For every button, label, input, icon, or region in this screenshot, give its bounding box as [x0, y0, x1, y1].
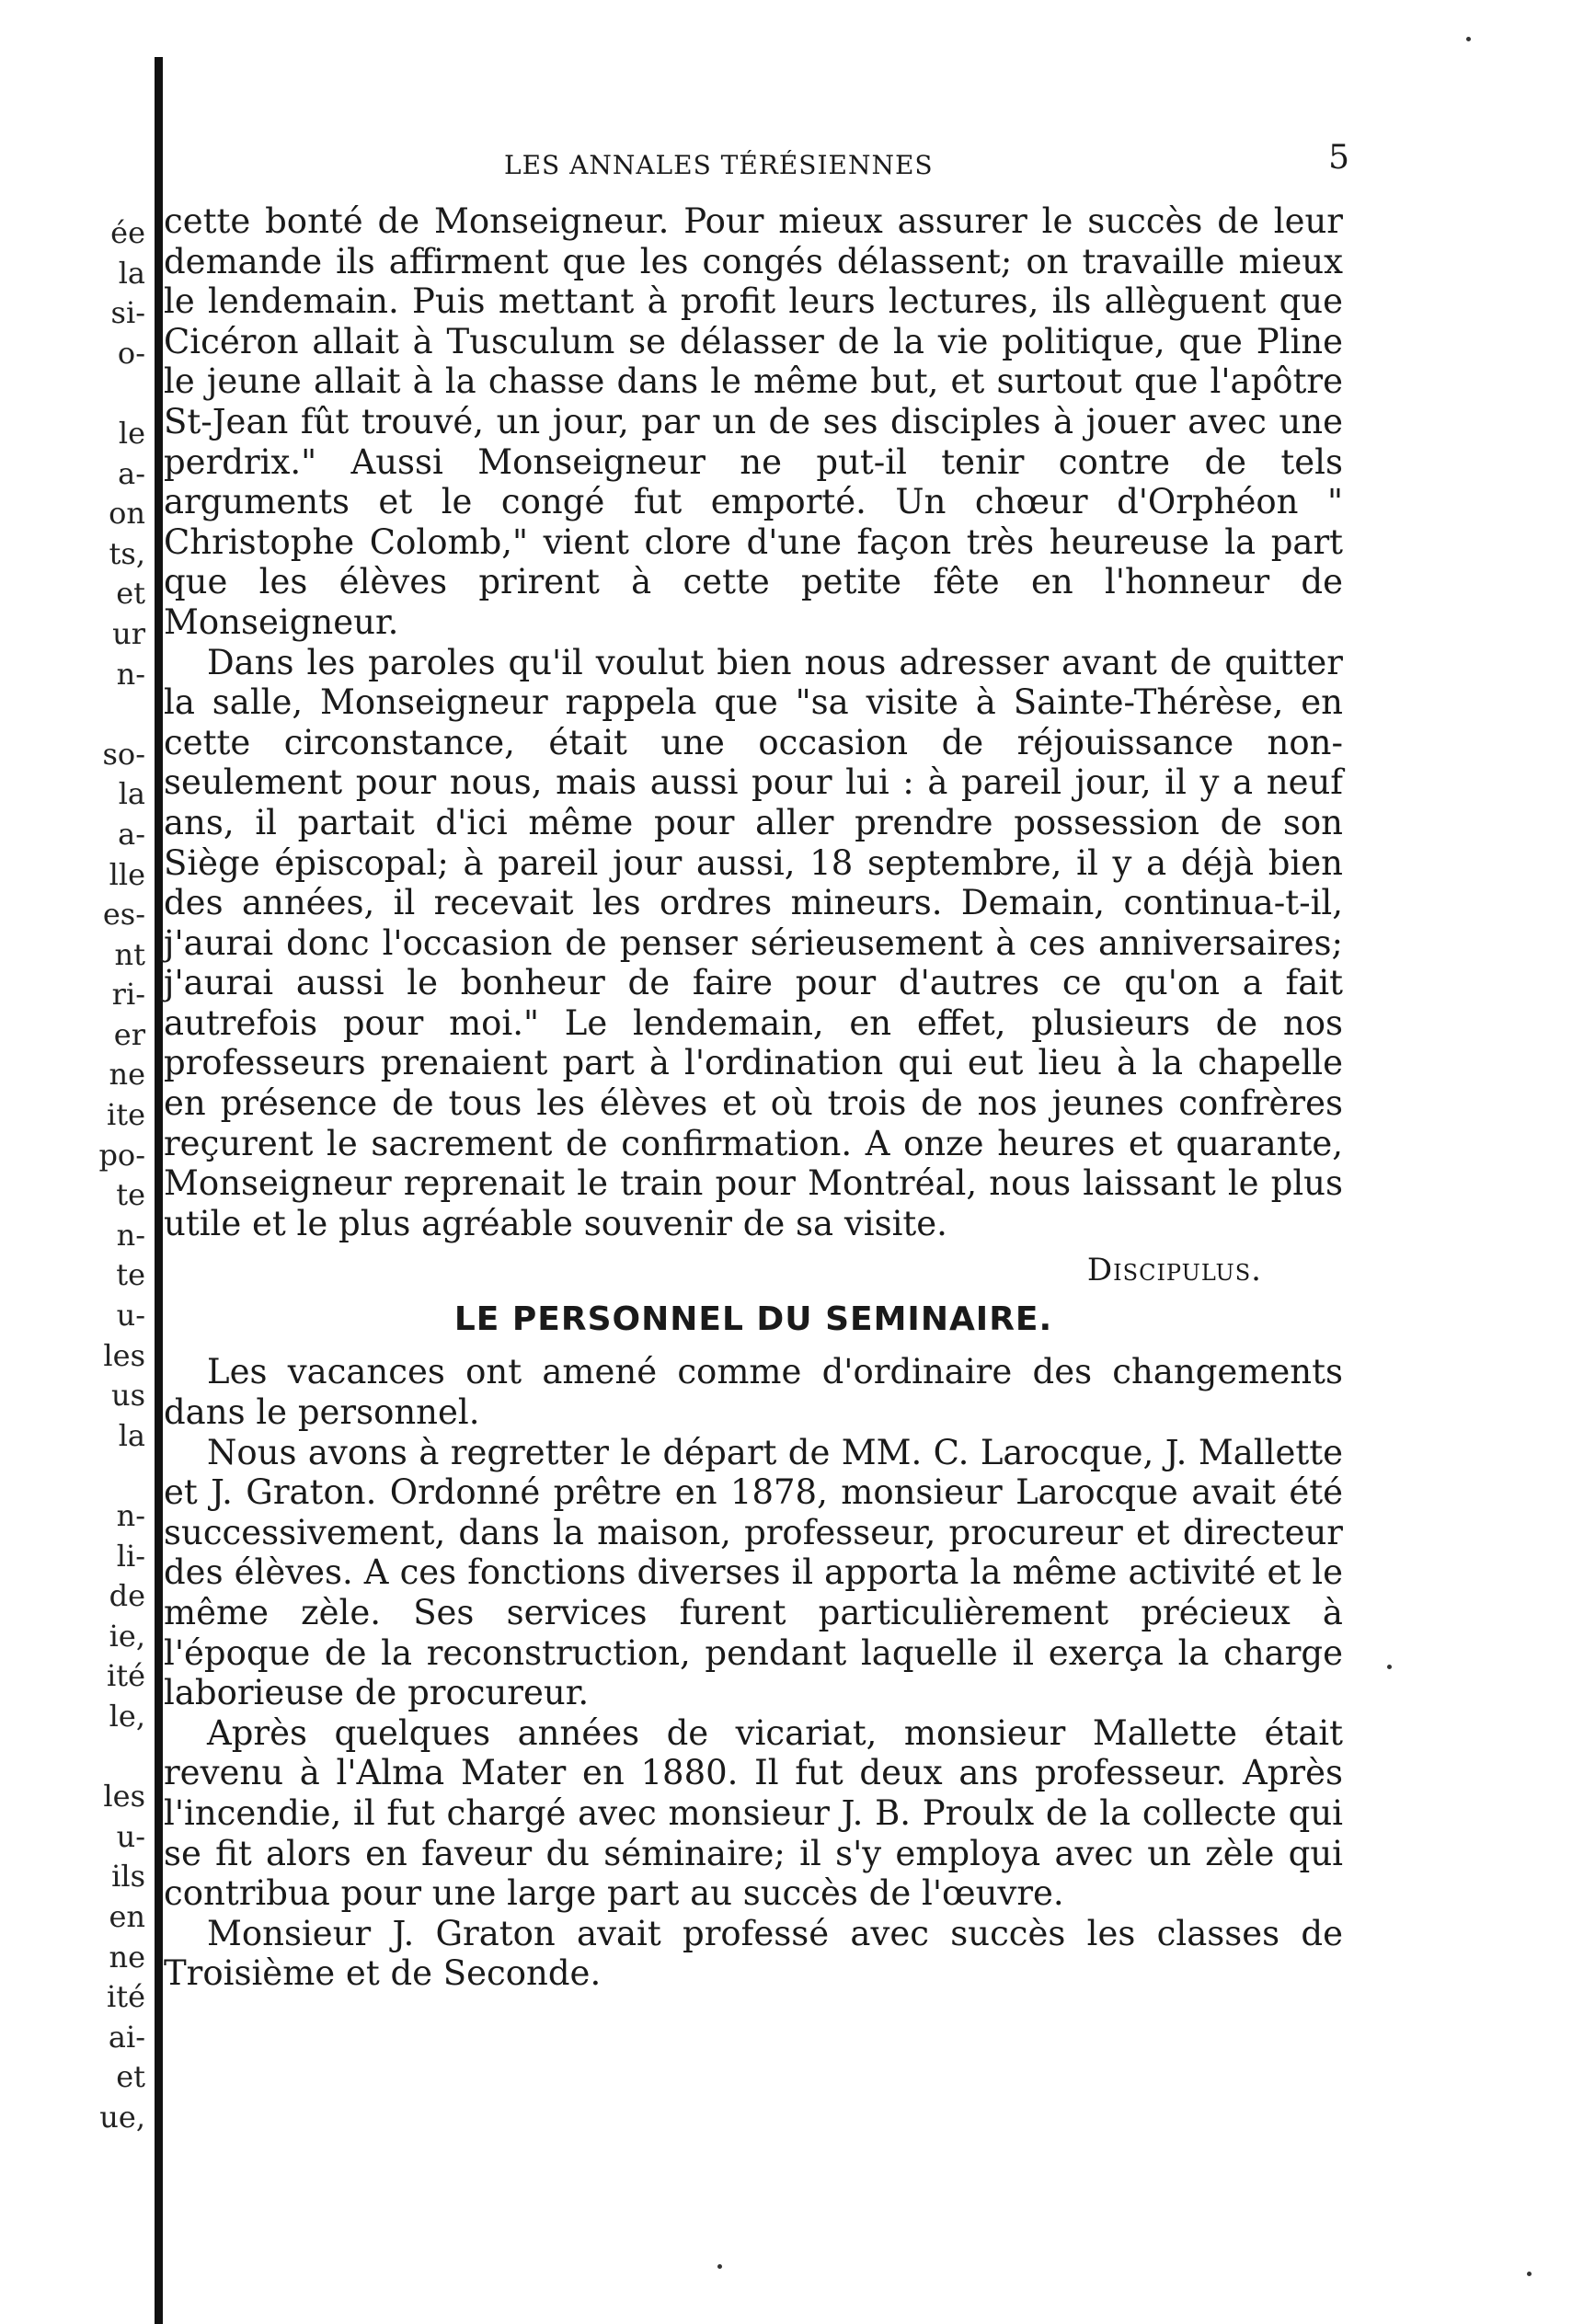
scan-speck — [1387, 1665, 1392, 1669]
margin-fragment: te — [116, 1177, 145, 1213]
margin-fragment: et — [116, 2059, 145, 2095]
margin-fragment: u- — [116, 1298, 145, 1334]
margin-fragment — [0, 1456, 145, 1496]
margin-fragment: ité — [106, 1658, 145, 1694]
running-head — [164, 133, 1350, 189]
margin-fragment: la — [118, 776, 145, 812]
scan-speck — [1527, 2272, 1532, 2276]
margin-fragment: ne — [109, 1057, 145, 1093]
section-body — [164, 1352, 1343, 1994]
paragraph: Les vacances ont amené comme d'ordinaire des changements dans le personnel. — [164, 1352, 1343, 1433]
paragraph: cette bonté de Monseigneur. Pour mieux assurer le succès de leur demande ils affirment que les congés délassent; on travaille mieux le lendemain. Puis mettant à profit leurs lectures, ils allèguent que Cicéron allait à Tusculum se délasser de la vie politique, que Pline le jeune allait à la chasse dans le même but, et surtout que l'apôtre St-Jean fût trouvé, un jour, par un de ses disciples à jouer avec une perdrix." Aussi Monseigneur ne put-il tenir contre de tels arguments et le congé fut emporté. Un chœur d'Orphéon " Christophe Colomb," vient clore d'une façon très heureuse la part que les élèves prirent à cette petite fête en l'honneur de Monseigneur. — [164, 201, 1343, 642]
margin-fragment: li- — [116, 1538, 145, 1574]
margin-fragment: la — [118, 255, 145, 291]
margin-fragment: ts, — [109, 535, 145, 571]
margin-fragment: le — [118, 415, 145, 451]
margin-fragment — [0, 1737, 145, 1778]
margin-fragment: et — [116, 576, 145, 612]
margin-fragment: a- — [118, 816, 145, 852]
margin-fragment: n- — [116, 1498, 145, 1533]
paragraph: Dans les paroles qu'il voulut bien nous adresser avant de quitter la salle, Monseigneur rappela que "sa visite à Sainte-Thérèse, en cette circonstance, était une occasion de réjouissance non-seulement pour nous, mais aussi pour lui : à pareil jour, il y a neuf ans, il partait d'ici même pour aller prendre possession de son Siège épiscopal; à pareil jour aussi, 18 septembre, il y a déjà bien des années, il recevait les ordres mineurs. Demain, continua-t-il, j'aurai donc l'occasion de penser sérieusement à ces anniversaires; j'aurai aussi le bonheur de faire pour d'autres ce qu'on a fait autrefois pour moi." Le lendemain, en effet, plusieurs de nos professeurs prenaient part à l'ordination qui eut lieu à la chapelle en présence de tous les élèves et où trois de nos jeunes confrères reçurent le sacrement de confirmation. A onze heures et quarante, Monseigneur reprenait le train pour Montréal, nous laissant le plus utile et le plus agréable souvenir de sa visite. — [164, 642, 1343, 1243]
page-number: 5 — [1328, 139, 1350, 177]
margin-fragment: so- — [102, 736, 145, 772]
section-heading: LE PERSONNEL DU SEMINAIRE. — [453, 1300, 1053, 1339]
margin-fragment: on — [109, 496, 145, 532]
margin-fragment: n- — [116, 656, 145, 692]
margin-fragment: ite — [106, 1097, 145, 1133]
margin-fragment: a- — [118, 455, 145, 491]
margin-fragment: nt — [114, 936, 145, 972]
scan-speck — [717, 2264, 722, 2269]
margin-fragment — [0, 373, 145, 414]
margin-fragment: er — [113, 1016, 145, 1052]
margin-fragment: si- — [110, 295, 145, 331]
margin-fragment: u- — [116, 1818, 145, 1854]
paragraph: Après quelques années de vicariat, monsieur Mallette était revenu à l'Alma Mater en 1880. Il fut deux ans professeur. Après l'incendie, il fut chargé avec monsieur J. B. Proulx de la collecte qui se fit alors en faveur du séminaire; il s'y employa avec un zèle qui contribua pour une large part au succès de l'œuvre. — [164, 1712, 1343, 1914]
margin-fragment: les — [103, 1337, 145, 1373]
margin-fragment: ils — [111, 1859, 145, 1895]
margin-fragment: en — [109, 1898, 145, 1934]
margin-fragment: o- — [117, 335, 145, 371]
margin-fragment: de — [109, 1578, 145, 1614]
running-head-title: LES ANNALES TÉRÉSIENNES — [504, 150, 934, 180]
margin-fragment: la — [118, 1417, 145, 1453]
margin-fragment: ne — [109, 1939, 145, 1975]
margin-fragment: es- — [102, 897, 145, 933]
margin-fragment: ée — [110, 215, 145, 250]
paragraph: Monsieur J. Graton avait professé avec succès les classes de Troisième et de Seconde. — [164, 1913, 1343, 1994]
book-page — [164, 133, 1350, 1994]
adjacent-page-fragments — [0, 213, 145, 2138]
binding-gutter-line — [155, 57, 163, 2324]
margin-fragment: ité — [106, 1979, 145, 2015]
margin-fragment: lle — [109, 856, 145, 892]
scan-speck — [1466, 37, 1471, 41]
margin-fragment: us — [110, 1378, 145, 1414]
margin-fragment — [0, 694, 145, 735]
margin-fragment: ue, — [99, 2099, 145, 2135]
margin-fragment: ai- — [108, 2019, 145, 2055]
signature: Discipulus. — [1086, 1252, 1262, 1289]
margin-fragment: n- — [116, 1217, 145, 1253]
paragraph: Nous avons à regretter le départ de MM. C. Larocque, J. Mallette et J. Graton. Ordonné prêtre en 1878, monsieur Larocque avait été successivement, dans la maison, professeur, procureur et directeur des élèves. A ces fonctions diverses il apporta la même activité et le même zèle. Ses services furent particulièrement précieux à l'époque de la reconstruction, pendant laquelle il exerça la charge laborieuse de procureur. — [164, 1432, 1343, 1713]
margin-fragment: les — [103, 1779, 145, 1815]
margin-fragment: ri- — [111, 977, 145, 1013]
margin-fragment: po- — [98, 1137, 145, 1173]
margin-fragment: te — [116, 1257, 145, 1293]
article-continuation — [164, 201, 1343, 1243]
margin-fragment: le, — [109, 1698, 145, 1734]
margin-fragment: ur — [112, 615, 145, 651]
margin-fragment: ie, — [109, 1618, 145, 1654]
